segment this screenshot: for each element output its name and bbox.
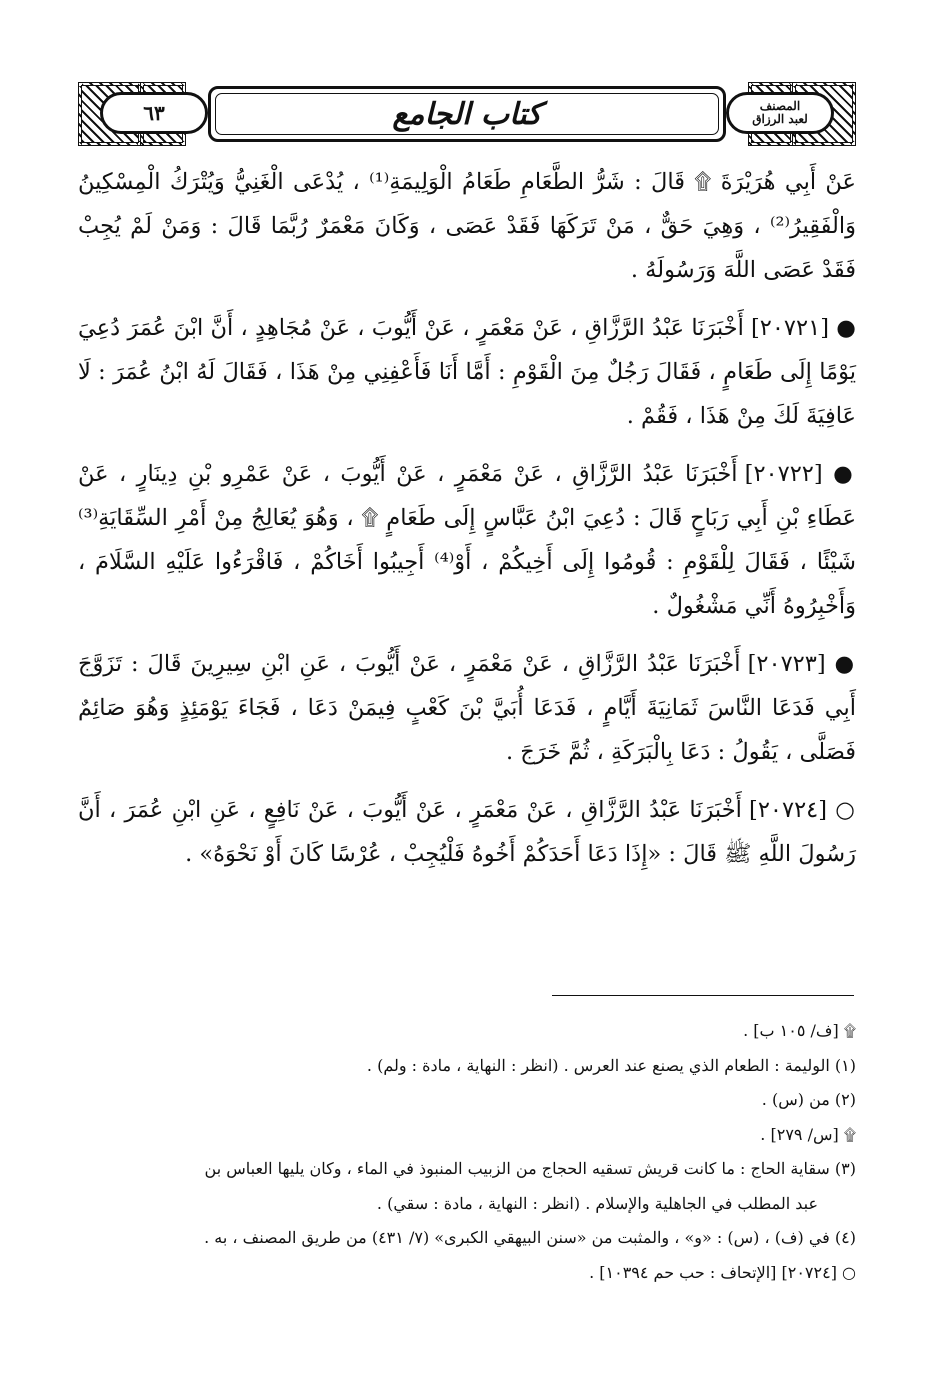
logo-line-1: المصنف	[759, 99, 801, 113]
footnote-1: (١) الوليمة : الطعام الذي يصنع عند العرس . (انظر : النهاية ، مادة : ولم) .	[366, 1055, 856, 1075]
page-number: ٦٣	[100, 92, 208, 134]
footnote-3-continued: عبد المطلب في الجاهلية والإسلام . (انظر : النهاية ، مادة : سقي) .	[376, 1193, 818, 1213]
hadith-20724: ○ [٢٠٧٢٤] أَخْبَرَنَا عَبْدُ الرَّزَّاقِ ، عَنْ مَعْمَرٍ ، عَنْ أَيُّوبَ ، عَنْ نَافِعٍ ، عَنِ ابْنِ عُمَرَ ، أَنَّ رَسُولَ اللَّهِ ﷺ قَالَ : «إِذَا دَعَا أَحَدَكُمْ أَخُوهُ فَلْيُجِبْ ، عُرْسًا كَانَ أَوْ نَحْوَهُ» .	[78, 797, 856, 867]
footnote-4: (٤) في (ف) ، (س) : «و» ، والمثبت من «سنن البيهقي الكبرى» (٧/ ٤٣١) من طريق المصنف ، به .	[204, 1228, 856, 1247]
hadith-20721: ● [٢٠٧٢١] أَخْبَرَنَا عَبْدُ الرَّزَّاقِ ، عَنْ مَعْمَرٍ ، عَنْ أَيُّوبَ ، عَنْ مُجَاهِدٍ ، أَنَّ ابْنَ عُمَرَ دُعِيَ يَوْمًا إِلَى طَعَامٍ ، فَقَالَ رَجُلٌ مِنَ الْقَوْمِ : أَمَّا أَنَا فَأَعْفِنِي مِنْ هَذَا ، فَقَالَ لَهُ ابْنُ عُمَرَ : لَا عَافِيَةَ لَكَ مِنْ هَذَا ، فَقُمْ .	[78, 315, 856, 429]
footnote-5: ○ [٢٠٧٢٤] [الإتحاف : حب حم ١٠٣٩٤] .	[589, 1262, 856, 1282]
hadith-20723: ● [٢٠٧٢٣] أَخْبَرَنَا عَبْدُ الرَّزَّاقِ ، عَنْ مَعْمَرٍ ، عَنْ أَيُّوبَ ، عَنِ ابْنِ سِيرِينَ قَالَ : تَزَوَّجَ أَبِي فَدَعَا النَّاسَ ثَمَانِيَةَ أَيَّامٍ ، فَدَعَا أُبَيَّ بْنَ كَعْبٍ فِيمَنْ دَعَا ، فَجَاءَ يَوْمَئِذٍ وَهُوَ صَائِمٌ فَصَلَّى ، يَقُولُ : دَعَا بِالْبَرَكَةِ ، ثُمَّ خَرَجَ .	[78, 651, 856, 765]
footnote-divider	[552, 995, 854, 996]
title-band	[208, 86, 726, 142]
hadith-20722: ● [٢٠٧٢٢] أَخْبَرَنَا عَبْدُ الرَّزَّاقِ ، عَنْ مَعْمَرٍ ، عَنْ أَيُّوبَ ، عَنْ عَمْرِو بْنِ دِينَارٍ ، عَنْ عَطَاءِ بْنِ أَبِي رَبَاحٍ قَالَ : دُعِيَ ابْنُ عَبَّاسٍ إِلَى طَعَامٍ ۩ ، وَهُوَ يُعَالِجُ مِنْ أَمْرِ السِّقَايَةِ⁽³⁾ شَيْئًا ، فَقَالَ لِلْقَوْمِ : قُومُوا إِلَى أَخِيكُمْ ، أَوْ⁽⁴⁾ أَجِيبُوا أَخَاكُمْ ، فَاقْرَءُوا عَلَيْهِ السَّلَامَ ، وَأَخْبِرُوهُ أَنِّي مَشْغُولٌ .	[78, 461, 857, 619]
footnote-3: (٣) سقاية الحاج : ما كانت قريش تسقيه الحجاج من الزبيب المنبوذ في الماء ، وكان يليها العباس بن	[204, 1159, 856, 1178]
footnotes	[78, 1014, 856, 1290]
paragraph-1: عَنْ أَبِي هُرَيْرَةَ ۩ قَالَ : شَرُّ الطَّعَامِ طَعَامُ الْوَلِيمَةِ⁽¹⁾ ، يُدْعَى الْغَنِيُّ وَيُتْرَكُ الْمِسْكِينُ وَالْفَقِيرُ⁽²⁾ ، وَهِيَ حَقٌّ ، مَنْ تَرَكَهَا فَقَدْ عَصَى ، وَكَانَ مَعْمَرٌ رُبَّمَا قَالَ : وَمَنْ لَمْ يُجِبْ فَقَدْ عَصَى اللَّهَ وَرَسُولَهُ .	[78, 169, 856, 283]
footnote-ms-ref-2: ۩ [س/ ٢٧٩] .	[760, 1124, 856, 1144]
book-logo	[726, 92, 834, 134]
logo-line-2: لعبد الرزاق	[752, 112, 808, 126]
footnote-2: (٢) من (س) .	[761, 1090, 856, 1109]
main-text	[78, 160, 856, 890]
footnote-ms-ref-1: ۩ [ف/ ١٠٥ ب] .	[743, 1021, 856, 1040]
page-header	[78, 82, 856, 146]
book-title: كتاب الجامع	[392, 96, 542, 132]
